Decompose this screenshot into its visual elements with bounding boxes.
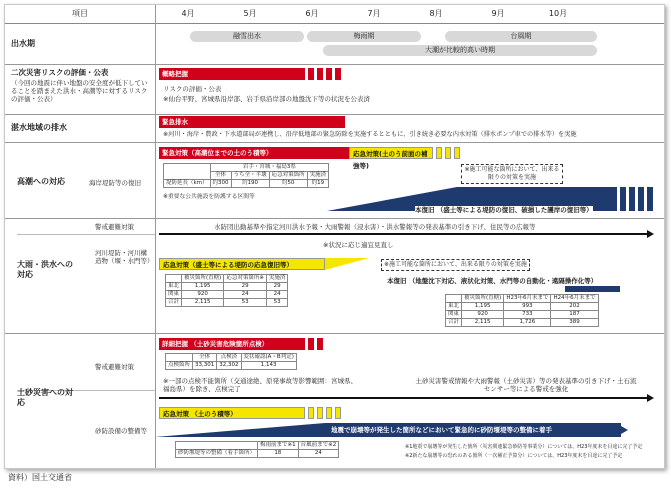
- rain-arrow-line: [159, 233, 649, 235]
- row-divider: [5, 218, 664, 219]
- cell: 733: [504, 311, 551, 319]
- risk-label: 二次災害リスクの評価・公表: [11, 68, 109, 77]
- tide-bar2: 応急対策(土のう前面の補強等): [349, 147, 433, 159]
- bar-segment: [308, 68, 314, 80]
- bar-segment: [638, 187, 644, 211]
- rain-table2: [445, 294, 599, 327]
- cell: 梅雨前まで※1: [258, 442, 299, 450]
- cell: 全体: [210, 172, 231, 180]
- cell: 993: [504, 303, 551, 311]
- column-divider: [155, 5, 156, 468]
- cell: 合計: [446, 319, 462, 327]
- sediment-restore-wedge: [155, 423, 325, 437]
- cell: 2,115: [182, 299, 224, 307]
- bar-segment: [335, 68, 341, 80]
- arrow-head-icon: [647, 394, 654, 402]
- tide-bar: 緊急対策（高潮位までの土のう積等）: [159, 147, 349, 159]
- sediment-restore-label: 地震で崩壊等が発生した箇所などにおいて緊急的に砂防堰堤等の整備に着手: [331, 426, 552, 434]
- cell: 33,301: [193, 362, 217, 370]
- cell: 202: [551, 303, 598, 311]
- cell: 約50: [269, 180, 307, 188]
- cell: 台風前まで※2: [298, 442, 339, 450]
- cell: 関東: [446, 311, 462, 319]
- cell: 変状確認(A・B判定): [241, 354, 296, 362]
- sediment-sub1: 警戒避難対策: [95, 363, 134, 371]
- month-jun: 6月: [305, 9, 319, 18]
- restore-block: [565, 286, 620, 292]
- sediment-bar: 詳細把握 （土砂災害危険箇所点検）: [159, 338, 305, 350]
- month-sep: 9月: [491, 9, 505, 18]
- cell: 18: [258, 450, 299, 458]
- cell: 1,195: [462, 303, 504, 311]
- rain-review: ※状況に応じ適宜見直し: [323, 241, 394, 249]
- cell: 被災箇所(直轄): [182, 275, 224, 283]
- rain-table: [165, 274, 288, 307]
- tide-dash-note: ※施工可能な箇所において、出来る限りの対策を実施: [461, 164, 563, 184]
- bar-segment: [445, 147, 451, 159]
- header-item: 項目: [72, 9, 88, 18]
- tide-table: [163, 163, 329, 188]
- cell: 約300: [210, 180, 231, 188]
- cell: 920: [182, 291, 224, 299]
- bar-segment: [308, 407, 314, 419]
- cell: 24: [224, 291, 267, 299]
- cell: 合計: [166, 299, 182, 307]
- arrow-head-icon: [647, 230, 654, 238]
- drain-bar: 緊急排水: [159, 116, 345, 128]
- cell: H23年6月末まで: [504, 295, 551, 303]
- bar-segment: [317, 338, 323, 350]
- month-oct: 10月: [548, 9, 568, 18]
- cell: [231, 172, 269, 180]
- drain-label: 湛水地域の排水: [11, 123, 67, 132]
- month-aug: 8月: [429, 9, 443, 18]
- cell: 全体: [193, 354, 217, 362]
- cell: 24: [298, 450, 339, 458]
- month-apr: 4月: [181, 9, 195, 18]
- sediment-fn1: ※1地震で崩壊等が発生した箇所（災害関連緊急砂防等事業分）については、H23年度末を目途に完了予定: [405, 444, 643, 450]
- sediment-warn: 土砂災害警戒情報や大雨警報（土砂災害）等の発表基準の引き下げ・土石流センサー等による警戒を強化: [415, 377, 637, 393]
- cell: 実施済: [266, 275, 288, 283]
- flood-season-label: 出水期: [11, 39, 35, 48]
- rainy-period: 梅雨期: [307, 31, 421, 42]
- cell: 堤防延長（km）: [164, 180, 211, 188]
- rain-arrow-text: 水防団出動基準や指定河川洪水予報・大雨警報（浸水害）・洪水警報等の発表基準の引き下げ、住民等の広報等: [214, 223, 536, 231]
- risk-sub: （今回の地震に伴い地盤の安全度が低下していることを踏まえた洪水・高潮等に対するリスクの評価・公表）: [11, 79, 148, 103]
- cell: H24年6月末まで: [551, 295, 598, 303]
- cell: 2,115: [462, 319, 504, 327]
- sediment-label: 土砂災害への対応: [17, 388, 73, 407]
- cell: 1,195: [182, 283, 224, 291]
- bar-segment: [326, 407, 332, 419]
- cell: 29: [224, 283, 267, 291]
- snowmelt-period: 融雪出水: [190, 31, 304, 42]
- bar-segment: [436, 147, 442, 159]
- bar-segment: [317, 407, 323, 419]
- cell: 被災箇所(直轄): [462, 295, 504, 303]
- bar-segment: [335, 407, 341, 419]
- cell: 24: [266, 291, 288, 299]
- cell: 関東: [166, 291, 182, 299]
- sediment-note: ※一部の点検不能箇所（交通途絶、原発事故等影響範囲：宮城県、福島県）を除き、点検完了: [163, 377, 357, 393]
- rain-sub2: 河川堤防・河川構造物（堰・水門等）: [95, 249, 154, 265]
- month-may: 5月: [243, 9, 257, 18]
- cell: 53: [266, 299, 288, 307]
- rain-bar: 応急対策（盛土等による堤防の応急復旧等）: [159, 258, 325, 270]
- cell: 点検済: [217, 354, 241, 362]
- risk-bar: 概略把握: [159, 68, 305, 80]
- sediment-fn2: ※2新たな崩壊等の恐れのある箇所（一次補正予算分）については、H23年度末を目途に完了予定: [405, 453, 623, 459]
- arrow-head-icon: [621, 426, 628, 434]
- bar-segment: [454, 147, 460, 159]
- cell-part: うち: [233, 172, 245, 178]
- rain-sub1: 警戒避難対策: [95, 223, 134, 231]
- cell: 実施済: [307, 172, 329, 180]
- rain-dash-note: ※施工可能な箇所において、出来る限りの対策を実施: [381, 259, 530, 271]
- cell: 砂防堰堤等の整備（着手箇所）: [176, 450, 258, 458]
- sub-divider: [17, 234, 155, 235]
- source-credit: 資料）国土交通省: [8, 473, 72, 482]
- cell: 389: [551, 319, 598, 327]
- cell: [446, 295, 462, 303]
- bar-segment: [308, 338, 314, 350]
- sediment-table2: [175, 441, 339, 458]
- cell: [176, 442, 258, 450]
- cell: 32,302: [217, 362, 241, 370]
- tide-sub: 海岸堤防等の復旧: [89, 179, 141, 187]
- row-divider: [5, 333, 664, 334]
- cell: 1,143: [241, 362, 296, 370]
- schedule-chart: [4, 4, 665, 469]
- bar-segment: [317, 68, 323, 80]
- cell: 点検箇所: [166, 362, 193, 370]
- cell: 29: [266, 283, 288, 291]
- high-tide-period: 大潮が比較的高い時期: [323, 45, 597, 56]
- sediment-table: [165, 353, 297, 370]
- cell-part: 全・半壊: [244, 172, 267, 178]
- cell: 応急対策箇所※: [224, 275, 267, 283]
- rain-label: 大雨・洪水への対応: [17, 260, 73, 279]
- cell: 応急対策箇所: [269, 172, 307, 180]
- cell: [166, 354, 193, 362]
- row-divider: [5, 142, 664, 143]
- bar-segment: [647, 187, 653, 211]
- tide-restore-label: 本復旧 （盛土等による堤防の復旧、破損した護岸の復旧等）: [415, 206, 593, 214]
- sediment-sub2: 砂防設備の整備等: [95, 427, 147, 435]
- tide-label: 高潮への対応: [17, 177, 65, 186]
- rain-bar-wedge: [325, 258, 369, 270]
- risk-note1: リスクの評価・公表: [163, 85, 222, 93]
- cell: 東北: [166, 283, 182, 291]
- bar-segment: [629, 187, 635, 211]
- cell: 約19: [307, 180, 329, 188]
- cell: 920: [462, 311, 504, 319]
- cell: [164, 164, 211, 180]
- rain-restore-label: 本復旧 （地盤沈下対応、液状化対策、水門等の自動化・遠隔操作化等）: [387, 277, 598, 285]
- bar-segment: [620, 187, 626, 211]
- typhoon-period: 台風期: [445, 31, 597, 42]
- sediment-bar2: 応急対策 （土のう積等）: [159, 407, 305, 419]
- cell: 約190: [231, 180, 269, 188]
- cell: [166, 275, 182, 283]
- bar-segment: [326, 68, 332, 80]
- header-row: [5, 5, 664, 24]
- row-divider: [5, 64, 664, 65]
- month-jul: 7月: [367, 9, 381, 18]
- drain-note: ※河川・海岸・農政・下水道部局が連携し、沿岸低地部の緊急防除を実施するとともに、引き続き必要な内水対策（排水ポンプ車での排水等）を実施: [163, 131, 577, 138]
- tide-table-note: ※重要な公共施設を防護する区間等: [163, 194, 255, 200]
- cell: 岩手・宮城・福島3県: [210, 164, 329, 172]
- cell: 53: [224, 299, 267, 307]
- cell: 1,726: [504, 319, 551, 327]
- sediment-arrow-line: [159, 397, 649, 399]
- row-divider: [5, 114, 664, 115]
- risk-note2: ※仙台平野、宮城県沿岸部、岩手県沿岸部の地盤沈下等の状況を公表済: [163, 95, 370, 103]
- cell: 東北: [446, 303, 462, 311]
- cell: 187: [551, 311, 598, 319]
